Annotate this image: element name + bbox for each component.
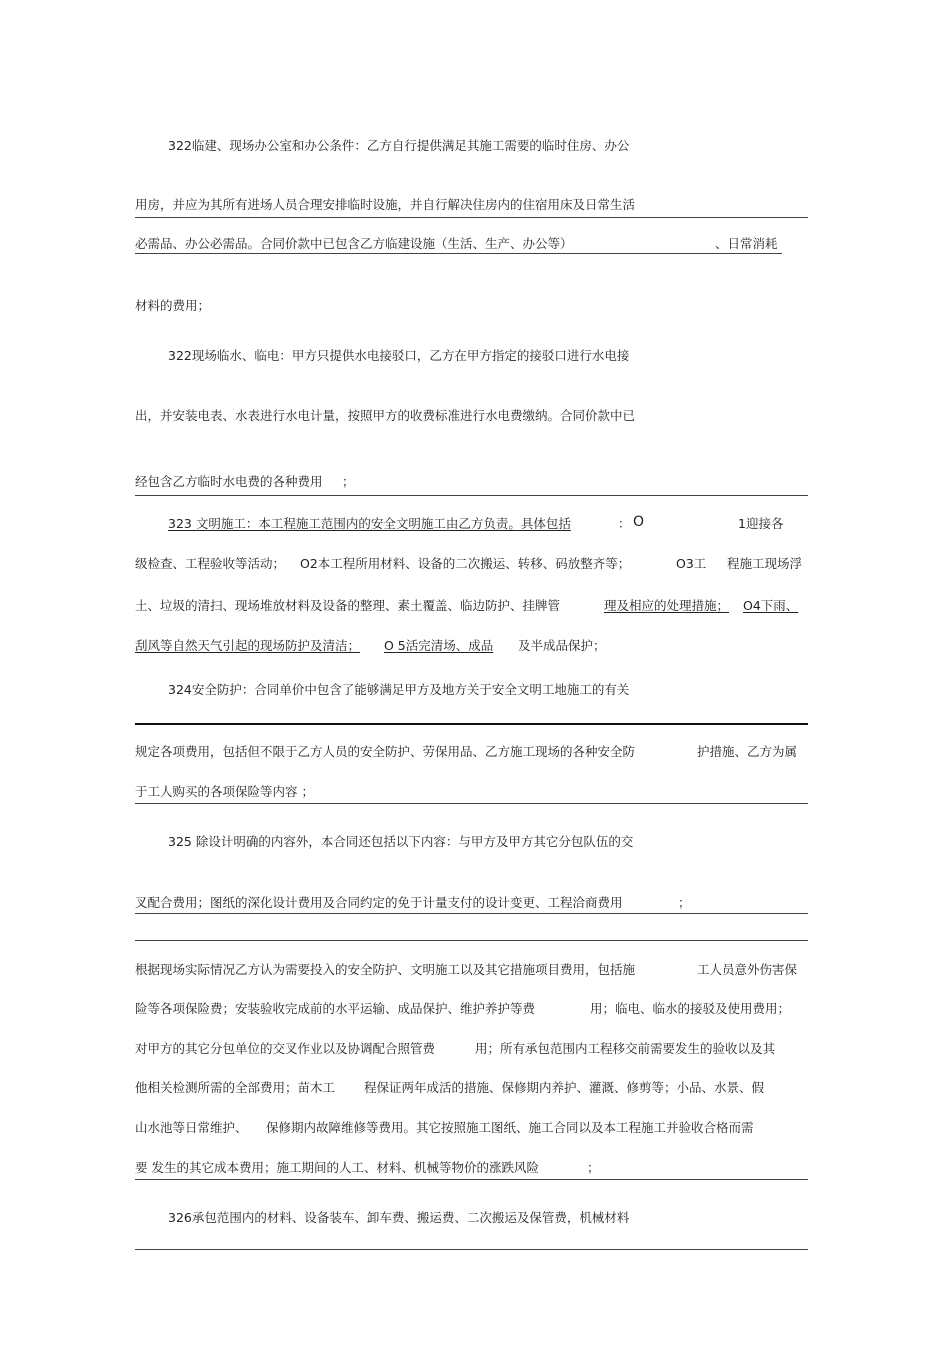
clause-324-line-1: 324安全防护：合同单价中包含了能够满足甲方及地方关于安全文明工地施工的有关 — [168, 682, 630, 697]
divider-rule — [135, 253, 782, 254]
divider-rule — [135, 217, 808, 218]
divider-rule — [135, 913, 808, 914]
clause-322-line-3a: 必需品、办公必需品。合同价款中已包含乙方临建设施（生活、生产、办公等） — [135, 236, 573, 251]
divider-rule — [135, 1179, 808, 1180]
clause-322b-line-1: 322现场临水、临电：甲方只提供水电接驳口，乙方在甲方指定的接驳口进行水电接 — [168, 348, 630, 363]
clause-322-line-3b: 、日常消耗 — [715, 236, 778, 251]
clause-323-line-3c: O4下雨、 — [743, 598, 799, 613]
clause-324-line-2a: 规定各项费用，包括但不限于乙方人员的安全防护、劳保用品、乙方施工现场的各种安全防 — [135, 744, 636, 759]
clause-322-line-4: 材料的费用； — [135, 298, 211, 313]
clause-322b-line-3a: 经包含乙方临时水电费的各种费用 — [135, 474, 323, 489]
clause-325-line-5a: 对甲方的其它分包单位的交叉作业以及协调配合照管费 — [135, 1041, 436, 1056]
circle-bullet-1: O — [633, 514, 645, 530]
divider-rule — [135, 803, 808, 804]
clause-323-line-2b: O2本工程所用材料、设备的二次搬运、转移、码放整齐等； — [300, 556, 631, 571]
clause-323-line-3b: 理及相应的处理措施； — [604, 598, 730, 613]
divider-rule — [135, 495, 808, 496]
clause-325-line-2a: 叉配合费用；图纸的深化设计费用及合同约定的免于计量支付的设计变更、工程洽商费用 — [135, 895, 623, 910]
clause-325-line-4b: 用；临电、临水的接驳及使用费用； — [590, 1001, 791, 1016]
divider-rule — [135, 940, 808, 941]
clause-322b-line-2: 出，并安装电表、水表进行水电计量，按照甲方的收费标准进行水电费缴纳。合同价款中已 — [135, 408, 636, 423]
clause-323-line-4c: 及半成品保护； — [518, 638, 606, 653]
clause-322b-line-3b: ； — [342, 474, 355, 489]
clause-323-line-4b: O 5活完清场、成品 — [384, 638, 494, 653]
clause-325-line-8b: ； — [587, 1160, 600, 1175]
clause-325-line-3b: 工人员意外伤害保 — [697, 962, 798, 977]
clause-325-line-7a: 山水池等日常维护、 — [135, 1120, 248, 1135]
clause-323-line-1a: 323 文明施工：本工程施工范围内的安全文明施工由乙方负责。具体包括 — [168, 516, 571, 531]
divider-rule — [135, 1249, 808, 1250]
clause-323-line-1b: ： — [618, 516, 631, 531]
clause-325-line-6b: 程保证两年成活的措施、保修期内养护、灌溉、修剪等；小品、水景、假 — [364, 1080, 765, 1095]
clause-323-line-3a: 土、垃圾的清扫、现场堆放材料及设备的整理、素土覆盖、临边防护、挂牌管 — [135, 598, 561, 613]
clause-322-line-2: 用房，并应为其所有进场人员合理安排临时设施，并自行解决住房内的住宿用床及日常生活 — [135, 197, 636, 212]
clause-325-line-8a: 要 发生的其它成本费用；施工期间的人工、材料、机械等物价的涨跌风险 — [135, 1160, 539, 1175]
clause-323-line-1d: 1迎接各 — [738, 516, 784, 531]
clause-325-line-1: 325 除设计明确的内容外，本合同还包括以下内容：与甲方及甲方其它分包队伍的交 — [168, 834, 634, 849]
clause-323-line-4a: 刮风等自然天气引起的现场防护及清洁； — [135, 638, 361, 653]
clause-325-line-4a: 险等各项保险费；安装验收完成前的水平运输、成品保护、维护养护等费 — [135, 1001, 536, 1016]
clause-325-line-7b: 保修期内故障维修等费用。其它按照施工图纸、施工合同以及本工程施工并验收合格而需 — [266, 1120, 754, 1135]
clause-323-line-2d: 程施工现场浮 — [727, 556, 803, 571]
divider-rule-thick — [135, 723, 808, 725]
clause-323-line-2a: 级检查、工程验收等活动； — [135, 556, 286, 571]
clause-325-line-6a: 他相关检测所需的全部费用；苗木工 — [135, 1080, 336, 1095]
clause-323-line-2c: O3工 — [676, 556, 707, 571]
clause-324-line-2b: 护措施、乙方为属 — [697, 744, 798, 759]
clause-325-line-5b: 用；所有承包范围内工程移交前需要发生的验收以及其 — [475, 1041, 776, 1056]
clause-322-line-1: 322临建、现场办公室和办公条件：乙方自行提供满足其施工需要的临时住房、办公 — [168, 138, 630, 153]
clause-325-line-2b: ； — [678, 895, 691, 910]
clause-324-line-3: 于工人购买的各项保险等内容 ； — [135, 784, 314, 799]
clause-325-line-3a: 根据现场实际情况乙方认为需要投入的安全防护、文明施工以及其它措施项目费用，包括施 — [135, 962, 636, 977]
clause-326-line-1: 326承包范围内的材料、设备装车、卸车费、搬运费、二次搬运及保管费，机械材料 — [168, 1210, 630, 1225]
